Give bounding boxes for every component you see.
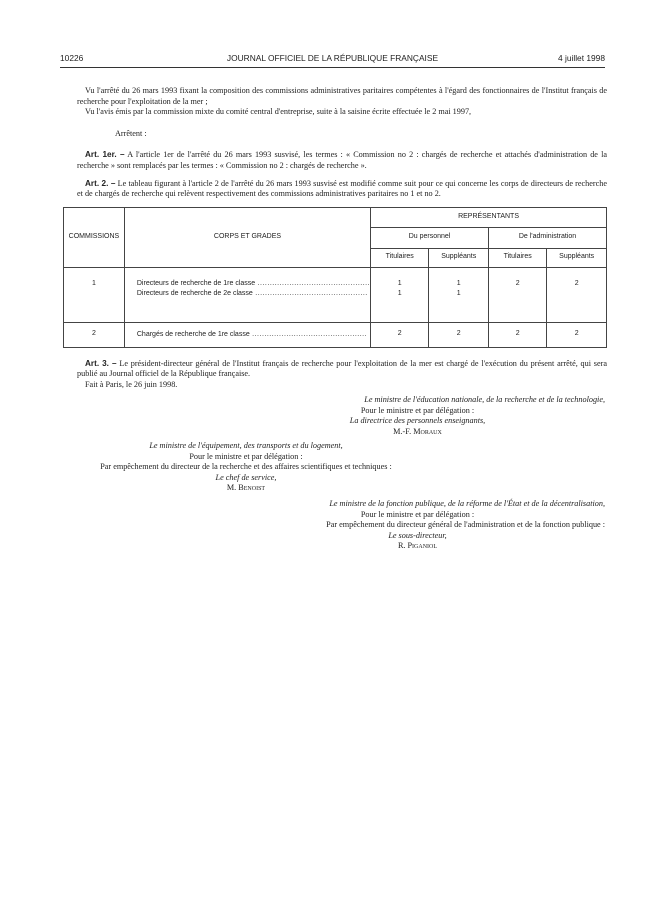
signatory-title: Le ministre de la fonction publique, de la réforme de l'État et de la décentralisation, xyxy=(329,499,605,508)
empechement-line: Par empêchement du directeur de la recherche et des affaires scientifiques et techniques : xyxy=(100,462,392,472)
signatory-name: R. Piganiol xyxy=(397,541,438,551)
publication-date: 4 juillet 1998 xyxy=(557,53,605,63)
value: 1 xyxy=(397,279,402,287)
header-rule xyxy=(60,67,605,68)
leader-dots: .............................................. xyxy=(255,279,371,287)
value: 1 xyxy=(456,279,461,287)
admin-suppleants-cell: 2 xyxy=(547,267,607,322)
personnel-suppleants-cell xyxy=(429,267,489,322)
personnel-suppleants-cell: 2 xyxy=(429,322,489,347)
vu-paragraph-1: Vu l'arrêté du 26 mars 1993 fixant la composition des commissions administratives paritaires compétentes à l'égard des fonctionnaires de l'Institut français de recherche pour l'exploitation de la mer ; xyxy=(77,86,607,106)
corps-line xyxy=(137,330,370,340)
signatory-name: M.-F. Moraux xyxy=(393,426,442,436)
signatory-name: M. Benoist xyxy=(226,483,266,493)
article-1-label: Art. 1er. – xyxy=(85,150,125,160)
article-3 xyxy=(77,359,607,380)
admin-suppleants-cell: 2 xyxy=(547,322,607,347)
corps-cell xyxy=(124,267,370,322)
header-commissions: COMMISSIONS xyxy=(64,207,125,267)
header-admin-titulaires: Titulaires xyxy=(489,248,547,267)
leader-dots: ............................................... xyxy=(249,330,368,338)
signatory-title: Le ministre de l'équipement, des transports et du logement, xyxy=(149,441,343,450)
table-row xyxy=(64,267,607,322)
commission-cell: 1 xyxy=(64,267,125,322)
header-representants: REPRÉSENTANTS xyxy=(371,207,607,227)
value: 1 xyxy=(397,289,402,297)
commission-cell: 2 xyxy=(64,322,125,347)
document-body xyxy=(68,86,607,391)
signature-block-fonction-publique xyxy=(230,499,605,552)
corps-label: Chargés de recherche de 1re classe xyxy=(136,330,250,338)
header-admin-suppleants: Suppléants xyxy=(547,248,607,267)
journal-title: JOURNAL OFFICIEL DE LA RÉPUBLIQUE FRANÇAISE xyxy=(226,53,439,63)
delegation-line: Pour le ministre et par délégation : xyxy=(360,509,475,519)
header-personnel-titulaires: Titulaires xyxy=(371,248,429,267)
signatory-title: Le ministre de l'éducation nationale, de la recherche et de la technologie, xyxy=(364,395,605,404)
article-1-text: A l'article 1er de l'arrêté du 26 mars 1993 susvisé, les termes : « Commission no 2 : chargés de recherche et attachés d'administration de la recherche » sont remplacés par les termes : « Commission no 2 : chargés de recherche ». xyxy=(77,150,607,170)
delegation-line: Pour le ministre et par délégation : xyxy=(189,451,303,461)
header-de-administration: De l'administration xyxy=(489,227,607,248)
header-du-personnel: Du personnel xyxy=(371,227,489,248)
table-row xyxy=(64,322,607,347)
article-2-label: Art. 2. – xyxy=(85,178,116,188)
signatory-role: La directrice des personnels enseignants, xyxy=(349,416,486,426)
article-2-text: Le tableau figurant à l'article 2 de l'arrêté du 26 mars 1993 susvisé est modifié comme suit pour ce qui concerne les corps de directeurs de recherche et de chargés de recherche qui relèvent respectivement des commissions administratives paritaires no 1 et no 2. xyxy=(77,178,607,199)
personnel-titulaires-cell: 2 xyxy=(371,322,429,347)
article-3-label: Art. 3. – xyxy=(85,358,117,368)
corps-label: Directeurs de recherche de 2e classe xyxy=(136,289,253,297)
header-personnel-suppleants: Suppléants xyxy=(429,248,489,267)
value: 1 xyxy=(456,289,461,297)
admin-titulaires-cell: 2 xyxy=(489,322,547,347)
delegation-line: Pour le ministre et par délégation : xyxy=(360,405,475,415)
corps-label: Directeurs de recherche de 1re classe xyxy=(136,279,256,287)
personnel-titulaires-cell xyxy=(371,267,429,322)
article-1 xyxy=(77,150,607,171)
page-header xyxy=(60,53,605,65)
arretent: Arrêtent : xyxy=(115,128,147,138)
corps-line xyxy=(137,289,370,299)
article-3-text: Le président-directeur général de l'Institut français de recherche pour l'exploitation de la mer est chargé de l'exécution du présent arrêté, qui sera publié au Journal officiel de la République française. xyxy=(77,358,607,379)
representation-table-wrapper xyxy=(63,207,607,348)
admin-titulaires-cell: 2 xyxy=(489,267,547,322)
header-corps-grades: CORPS ET GRADES xyxy=(124,207,370,267)
signature-block-education xyxy=(230,395,605,437)
signature-block-equipement xyxy=(46,441,446,494)
empechement-line: Par empêchement du directeur général de l'administration et de la fonction publique : xyxy=(326,520,605,530)
corps-line xyxy=(137,279,370,289)
signatory-role: Le sous-directeur, xyxy=(388,530,447,540)
representation-table xyxy=(63,207,607,348)
vu-paragraph-2: Vu l'avis émis par la commission mixte du comité central d'entreprise, suite à la saisine écrite effectuée le 2 mai 1997, xyxy=(85,107,472,117)
article-2 xyxy=(77,179,607,200)
signatory-role: Le chef de service, xyxy=(215,472,277,482)
corps-cell xyxy=(124,322,370,347)
leader-dots: .............................................. xyxy=(252,289,368,297)
page-number: 10226 xyxy=(60,53,84,63)
fait-a-paris: Fait à Paris, le 26 juin 1998. xyxy=(85,379,178,389)
